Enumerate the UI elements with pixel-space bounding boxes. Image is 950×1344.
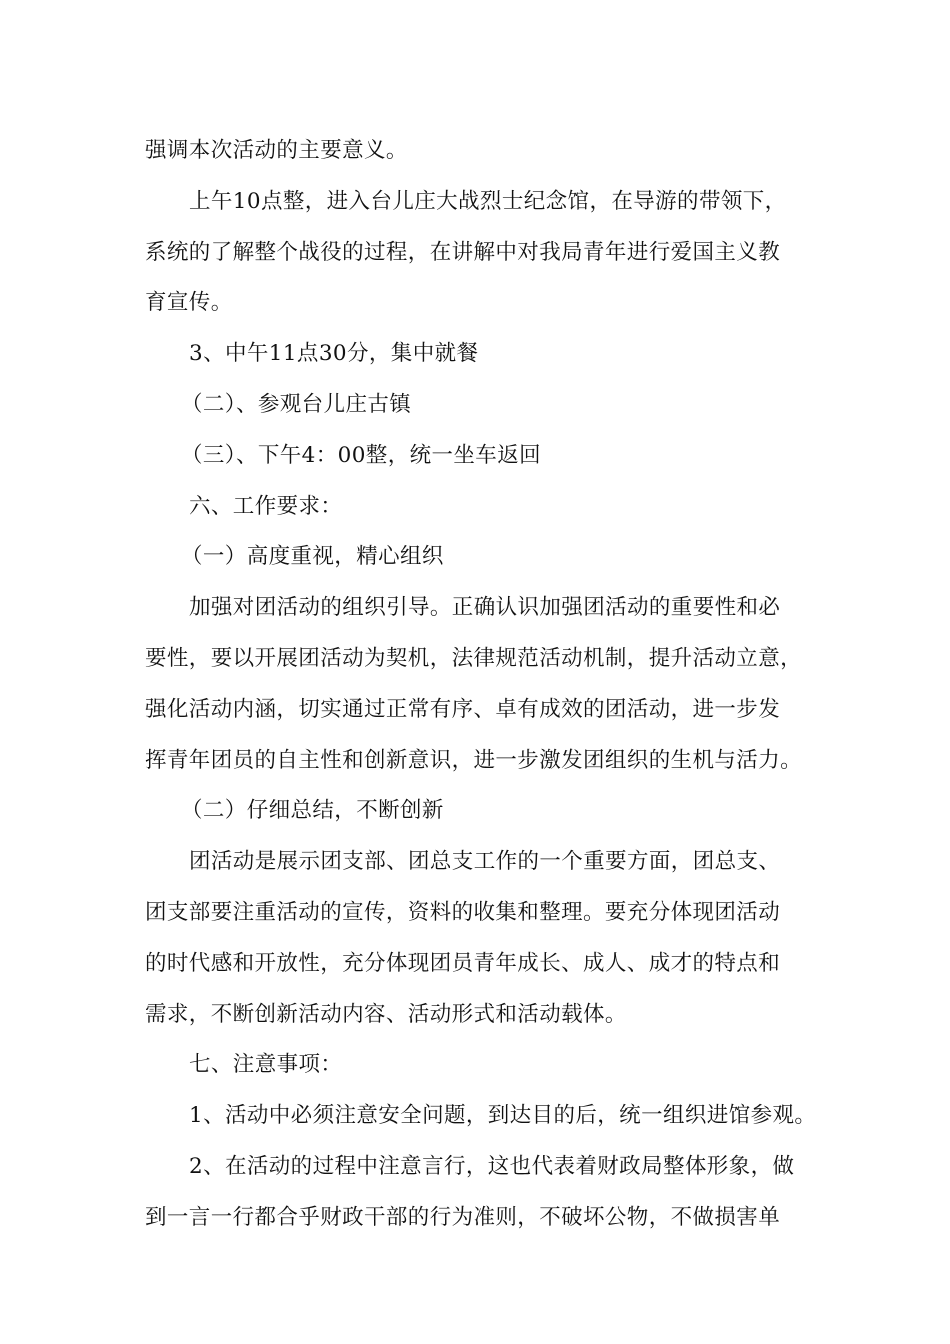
text-line: 育宣传。 — [145, 290, 233, 316]
text-line: 挥青年团员的自主性和创新意识，进一步激发团组织的生机与活力。 — [145, 747, 803, 773]
text-line: 上午10点整，进入台儿庄大战烈士纪念馆，在导游的带领下， — [189, 188, 787, 214]
text-line: 团支部要注重活动的宣传，资料的收集和整理。要充分体现团活动 — [145, 899, 781, 925]
section-heading: 六、工作要求： — [189, 493, 343, 519]
text-line: 系统的了解整个战役的过程，在讲解中对我局青年进行爱国主义教 — [145, 239, 781, 265]
text-line: 3、中午11点30分，集中就餐 — [189, 341, 479, 367]
text-line: 强化活动内涵，切实通过正常有序、卓有成效的团活动，进一步发 — [145, 696, 781, 722]
text-line: （三）、下午4：00整，统一坐车返回 — [181, 442, 541, 468]
text-line: 团活动是展示团支部、团总支工作的一个重要方面，团总支、 — [189, 849, 781, 875]
text-line: 2、在活动的过程中注意言行，这也代表着财政局整体形象，做 — [189, 1153, 795, 1179]
text-line: 的时代感和开放性，充分体现团员青年成长、成人、成才的特点和 — [145, 950, 781, 976]
text-line: （二）、参观台儿庄古镇 — [181, 391, 412, 417]
text-line: 加强对团活动的组织引导。正确认识加强团活动的重要性和必 — [189, 595, 781, 621]
text-line: 需求，不断创新活动内容、活动形式和活动载体。 — [145, 1001, 627, 1027]
document-body — [145, 126, 825, 1244]
text-line: 要性，要以开展团活动为契机，法律规范活动机制，提升活动立意， — [145, 645, 803, 671]
text-line: 到一言一行都合乎财政干部的行为准则，不破坏公物，不做损害单 — [145, 1204, 781, 1230]
subsection-heading: （一）高度重视，精心组织 — [181, 544, 444, 570]
text-line: 1、活动中必须注意安全问题，到达目的后，统一组织进馆参观。 — [189, 1103, 817, 1129]
text-line: 强调本次活动的主要意义。 — [145, 138, 408, 163]
subsection-heading: （二）仔细总结，不断创新 — [181, 798, 444, 824]
section-heading: 七、注意事项： — [189, 1052, 343, 1078]
